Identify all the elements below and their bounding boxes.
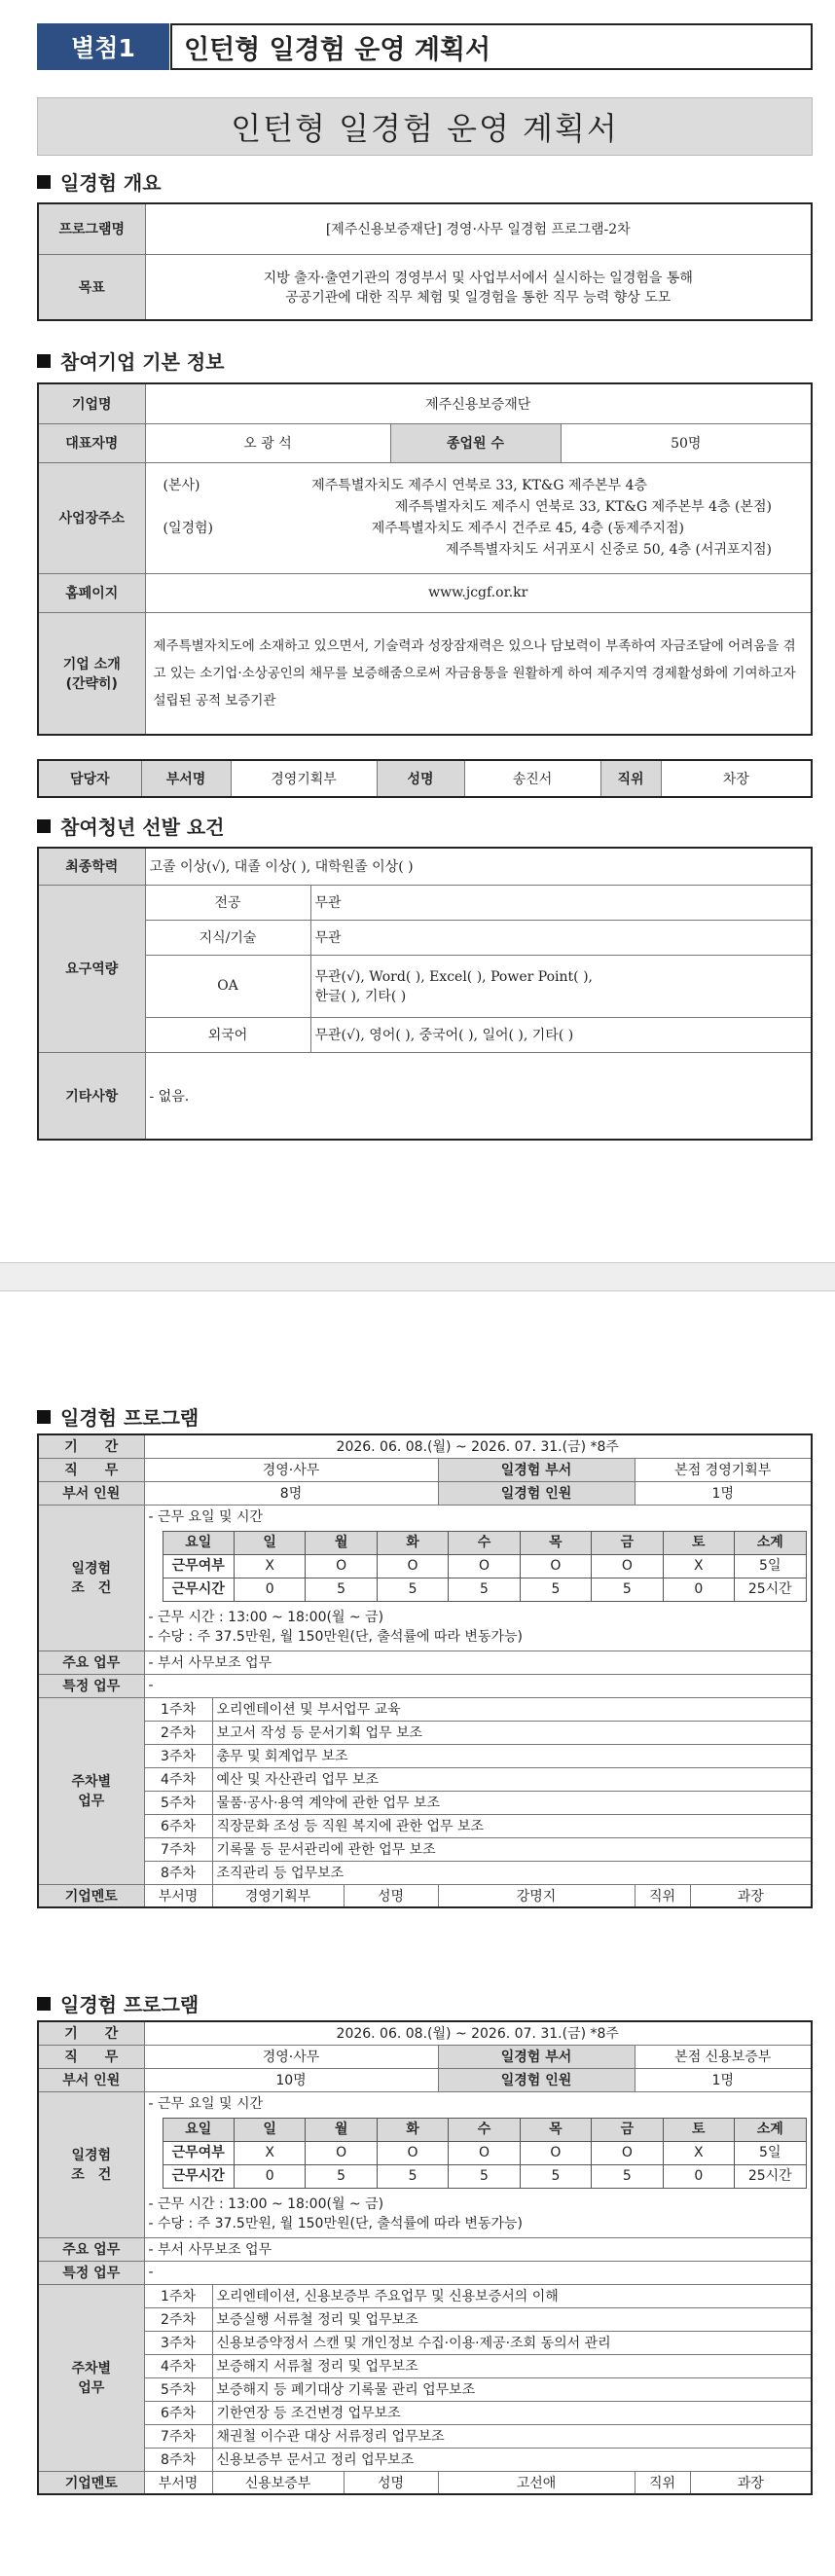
etc-label: 기타사항: [38, 1052, 145, 1140]
schedule-table: [163, 2118, 807, 2189]
schedule-cell: 25시간: [735, 1578, 807, 1601]
oa-line: 한글( ), 기타( ): [314, 989, 407, 1004]
week-number: 3주차: [144, 2331, 212, 2354]
mentor-name-label: 성명: [344, 2471, 438, 2494]
dept-value: 본점 신용보증부: [635, 2045, 812, 2068]
special-task-value: -: [144, 2261, 812, 2284]
section-heading-text: 참여기업 기본 정보: [60, 350, 225, 374]
mentor-position-value: 과장: [690, 2471, 812, 2494]
education-label: 최종학력: [38, 848, 145, 885]
contact-name-label: 성명: [377, 760, 464, 797]
week-task: 기록물 등 문서관리에 관한 업무 보조: [212, 1837, 812, 1861]
program-name-label: 프로그램명: [38, 203, 145, 254]
mentor-position-value: 과장: [690, 1884, 812, 1907]
mentor-name-label: 성명: [344, 1884, 438, 1907]
schedule-table: [163, 1531, 807, 1602]
week-number: 3주차: [144, 1744, 212, 1767]
schedule-header: 소계: [735, 2118, 807, 2141]
mentor-position-label: 직위: [635, 1884, 690, 1907]
week-number: 2주차: [144, 1721, 212, 1744]
count-label: 일경험 인원: [438, 1481, 635, 1505]
staff-value: 10명: [144, 2068, 438, 2091]
pay-note: - 수당 : 주 37.5만원, 월 150만원(단, 출석률에 따라 변동가능): [148, 1628, 523, 1645]
week-task: 보증해지 등 폐기대상 기록물 관리 업무보조: [212, 2377, 812, 2401]
week-number: 1주차: [144, 1697, 212, 1721]
section-heading-company: [37, 346, 225, 375]
week-task: 보고서 작성 등 문서기획 업무 보조: [212, 1721, 812, 1744]
schedule-header: 수: [449, 2118, 520, 2141]
schedule-cell: 5: [520, 1578, 591, 1601]
schedule-cell: 5일: [735, 2141, 807, 2164]
label-line: (간략히): [65, 675, 118, 692]
schedule-header: 일: [234, 2118, 305, 2141]
job-label: 직 무: [38, 1458, 144, 1481]
schedule-header: 금: [592, 1531, 663, 1554]
section-heading-text: 참여청년 선발 요건: [60, 816, 225, 839]
condition-label: [38, 1505, 144, 1651]
schedule-row-label: 근무여부: [163, 2141, 234, 2164]
program-table-1: [37, 1433, 813, 1908]
label-line: 조 건: [71, 1580, 112, 1596]
requirements-table: [37, 847, 813, 1141]
week-number: 5주차: [144, 1791, 212, 1814]
mentor-name-value: 강명지: [438, 1884, 635, 1907]
oa-label: OA: [145, 955, 310, 1017]
employee-count-value: 50명: [561, 423, 812, 462]
schedule-cell: 5: [449, 2164, 520, 2188]
schedule-header: 화: [377, 1531, 448, 1554]
program-table-2: [37, 2020, 813, 2495]
week-task: 신용보증약정서 스캔 및 개인정보 수집·이용·제공·조회 동의서 관리: [212, 2331, 812, 2354]
mentor-dept-value: 경영기획부: [212, 1884, 344, 1907]
schedule-cell: X: [234, 2141, 305, 2164]
week-task: 물품·공사·용역 계약에 관한 업무 보조: [212, 1791, 812, 1814]
section-heading-overview: [37, 167, 162, 196]
company-intro-value: 제주특별자치도에 소재하고 있으면서, 기술력과 성장잠재력은 있으나 담보력이 부족하여 자금조달에 어려움을 겪고 있는 소기업·소상공인의 채무를 보증해줌으로써 자금융통을 원활하게 하여 제주지역 경제활성화에 기여하고자 설립된 공적 보증기관: [145, 612, 812, 735]
schedule-header: 토: [663, 1531, 734, 1554]
schedule-cell: 5: [449, 1578, 520, 1601]
language-label: 외국어: [145, 1017, 310, 1052]
schedule-cell: 5: [592, 2164, 663, 2188]
main-task-value: - 부서 사무보조 업무: [144, 2237, 812, 2261]
contact-dept-label: 부서명: [141, 760, 231, 797]
weekly-label: [38, 2284, 144, 2471]
label-line: 일경험: [71, 1561, 112, 1577]
main-task-value: - 부서 사무보조 업무: [144, 1651, 812, 1674]
bullet-square-icon: [37, 1410, 51, 1424]
schedule-cell: 0: [663, 2164, 734, 2188]
schedule-cell: 0: [234, 1578, 305, 1601]
schedule-cell: 5: [306, 2164, 377, 2188]
dept-value: 본점 경영기획부: [635, 1458, 812, 1481]
contact-dept-value: 경영기획부: [231, 760, 377, 797]
goal-value: [145, 254, 812, 320]
job-label: 직 무: [38, 2045, 144, 2068]
contact-position-value: 차장: [661, 760, 812, 797]
mentor-dept-label: 부서명: [144, 2471, 212, 2494]
address-value: [145, 462, 812, 573]
label-line: 일경험: [71, 2148, 112, 2163]
schedule-header: 일: [234, 1531, 305, 1554]
week-task: 직장문화 조성 등 직원 복지에 관한 업무 보조: [212, 1814, 812, 1837]
page-break: [0, 1262, 835, 1291]
schedule-header: 화: [377, 2118, 448, 2141]
contact-label: 담당자: [38, 760, 141, 797]
schedule-cell: 5일: [735, 1554, 807, 1578]
schedule-cell: 5: [520, 2164, 591, 2188]
mentor-name-value: 고선애: [438, 2471, 635, 2494]
weekly-label: [38, 1697, 144, 1884]
week-number: 8주차: [144, 1861, 212, 1884]
bullet-square-icon: [37, 819, 51, 833]
address-line: 제주특별자치도 제주시 연북로 33, KT&G 제주본부 4층 (본점): [394, 499, 772, 515]
skill-label: 지식/기술: [145, 920, 310, 955]
schedule-cell: O: [306, 1554, 377, 1578]
condition-label: [38, 2091, 144, 2237]
homepage-value[interactable]: www.jcgf.or.kr: [145, 573, 812, 612]
mentor-dept-label: 부서명: [144, 1884, 212, 1907]
schedule-header: 토: [663, 2118, 734, 2141]
main-task-label: 주요 업무: [38, 1651, 144, 1674]
oa-line: 무관(√), Word( ), Excel( ), Power Point( ),: [314, 969, 594, 985]
schedule-cell: 25시간: [735, 2164, 807, 2188]
count-value: 1명: [635, 2068, 812, 2091]
major-value: 무관: [310, 885, 812, 920]
count-value: 1명: [635, 1481, 812, 1505]
week-number: 5주차: [144, 2377, 212, 2401]
competency-label: 요구역량: [38, 885, 145, 1052]
document-title: 인턴형 일경험 운영 계획서: [37, 97, 813, 156]
goal-line: 지방 출자·출연기관의 경영부서 및 사업부서에서 실시하는 일경험을 통해: [263, 270, 693, 286]
address-line: 제주특별자치도 제주시 연북로 33, KT&G 제주본부 4층: [311, 478, 647, 493]
dept-label: 일경험 부서: [438, 2045, 635, 2068]
schedule-cell: O: [449, 1554, 520, 1578]
bullet-square-icon: [37, 1997, 51, 2011]
schedule-cell: 5: [377, 1578, 448, 1601]
bullet-square-icon: [37, 175, 51, 189]
condition-value: [144, 2091, 812, 2237]
contact-position-label: 직위: [600, 760, 661, 797]
schedule-cell: X: [663, 1554, 734, 1578]
schedule-cell: O: [377, 1554, 448, 1578]
schedule-header: 목: [520, 2118, 591, 2141]
week-number: 7주차: [144, 2424, 212, 2448]
dept-label: 일경험 부서: [438, 1458, 635, 1481]
schedule-header: 요일: [163, 1531, 234, 1554]
address-line: 제주특별자치도 서귀포시 신중로 50, 4층 (서귀포지점): [446, 542, 772, 558]
week-number: 1주차: [144, 2284, 212, 2307]
mentor-label: 기업멘토: [38, 2471, 144, 2494]
week-task: 오리엔테이션, 신용보증부 주요업무 및 신용보증서의 이해: [212, 2284, 812, 2307]
week-number: 2주차: [144, 2307, 212, 2331]
goal-label: 목표: [38, 254, 145, 320]
week-number: 6주차: [144, 1814, 212, 1837]
mentor-dept-value: 신용보증부: [212, 2471, 344, 2494]
schedule-cell: 5: [592, 1578, 663, 1601]
schedule-cell: O: [306, 2141, 377, 2164]
week-task: 채권철 이수관 대상 서류정리 업무보조: [212, 2424, 812, 2448]
language-value: 무관(√), 영어( ), 중국어( ), 일어( ), 기타( ): [310, 1017, 812, 1052]
skill-value: 무관: [310, 920, 812, 955]
schedule-cell: O: [449, 2141, 520, 2164]
label-line: 기업 소개: [62, 656, 121, 672]
representative-value: 오 광 석: [145, 423, 390, 462]
time-note: - 근무 시간 : 13:00 ~ 18:00(월 ~ 금): [148, 1609, 384, 1625]
special-task-value: -: [144, 1674, 812, 1697]
schedule-cell: 5: [306, 1578, 377, 1601]
schedule-cell: O: [592, 1554, 663, 1578]
address-line: 제주특별자치도 제주시 건주로 45, 4층 (동제주지점): [371, 521, 684, 536]
staff-label: 부서 인원: [38, 1481, 144, 1505]
contact-name-value: 송진서: [464, 760, 600, 797]
overview-table: [37, 202, 813, 321]
section-heading-text: 일경험 프로그램: [60, 1406, 200, 1430]
section-heading-program-1: [37, 1402, 199, 1431]
count-label: 일경험 인원: [438, 2068, 635, 2091]
condition-title: - 근무 요일 및 시간: [148, 2095, 264, 2112]
schedule-header: 목: [520, 1531, 591, 1554]
schedule-header: 소계: [735, 1531, 807, 1554]
job-value: 경영·사무: [144, 2045, 438, 2068]
section-heading-text: 일경험 개요: [60, 171, 162, 195]
header-title: 인턴형 일경험 운영 계획서: [170, 23, 813, 70]
week-task: 신용보증부 문서고 정리 업무보조: [212, 2448, 812, 2471]
label-line: 주차별: [71, 1774, 112, 1790]
period-value: 2026. 06. 08.(월) ~ 2026. 07. 31.(금) *8주: [144, 2021, 812, 2045]
week-task: 예산 및 자산관리 업무 보조: [212, 1767, 812, 1791]
staff-label: 부서 인원: [38, 2068, 144, 2091]
schedule-header: 월: [306, 1531, 377, 1554]
contact-table: [37, 759, 813, 798]
schedule-row-label: 근무시간: [163, 1578, 234, 1601]
education-value: 고졸 이상(√), 대졸 이상( ), 대학원졸 이상( ): [145, 848, 812, 885]
company-table: [37, 382, 813, 736]
etc-value: - 없음.: [145, 1052, 812, 1140]
special-task-label: 특정 업무: [38, 2261, 144, 2284]
oa-value: [310, 955, 812, 1017]
section-heading-text: 일경험 프로그램: [60, 1993, 200, 2016]
program-name-value: [제주신용보증재단] 경영·사무 일경험 프로그램-2차: [145, 203, 812, 254]
schedule-cell: O: [592, 2141, 663, 2164]
schedule-cell: 5: [377, 2164, 448, 2188]
schedule-header: 수: [449, 1531, 520, 1554]
goal-line: 공공기관에 대한 직무 체험 및 일경험을 통한 직무 능력 향상 도모: [285, 289, 672, 306]
schedule-header: 금: [592, 2118, 663, 2141]
staff-value: 8명: [144, 1481, 438, 1505]
bullet-square-icon: [37, 354, 51, 368]
job-value: 경영·사무: [144, 1458, 438, 1481]
label-line: 업무: [78, 2380, 105, 2396]
schedule-cell: O: [520, 2141, 591, 2164]
address-label: 사업장주소: [38, 462, 145, 573]
week-task: 조직관리 등 업무보조: [212, 1861, 812, 1884]
schedule-cell: X: [663, 2141, 734, 2164]
address-tag: (본사): [163, 478, 200, 493]
week-task: 보증실행 서류철 정리 및 업무보조: [212, 2307, 812, 2331]
label-line: 주차별: [71, 2361, 112, 2376]
week-number: 8주차: [144, 2448, 212, 2471]
week-number: 6주차: [144, 2401, 212, 2424]
schedule-cell: 0: [234, 2164, 305, 2188]
special-task-label: 특정 업무: [38, 1674, 144, 1697]
schedule-header: 요일: [163, 2118, 234, 2141]
period-value: 2026. 06. 08.(월) ~ 2026. 07. 31.(금) *8주: [144, 1434, 812, 1458]
schedule-row-label: 근무시간: [163, 2164, 234, 2188]
condition-title: - 근무 요일 및 시간: [148, 1508, 264, 1525]
representative-label: 대표자명: [38, 423, 145, 462]
company-intro-label: [38, 612, 145, 735]
week-task: 오리엔테이션 및 부서업무 교육: [212, 1697, 812, 1721]
week-task: 기한연장 등 조건변경 업무보조: [212, 2401, 812, 2424]
label-line: 업무: [78, 1794, 105, 1809]
company-name-label: 기업명: [38, 383, 145, 423]
schedule-row-label: 근무여부: [163, 1554, 234, 1578]
pay-note: - 수당 : 주 37.5만원, 월 150만원(단, 출석률에 따라 변동가능): [148, 2215, 523, 2231]
schedule-cell: O: [520, 1554, 591, 1578]
schedule-cell: X: [234, 1554, 305, 1578]
week-task: 보증해지 서류철 정리 및 업무보조: [212, 2354, 812, 2377]
week-task: 총무 및 회계업무 보조: [212, 1744, 812, 1767]
address-tag: (일경험): [163, 521, 213, 536]
section-heading-requirements: [37, 812, 225, 840]
schedule-cell: O: [377, 2141, 448, 2164]
employee-count-label: 종업원 수: [390, 423, 561, 462]
company-name-value: 제주신용보증재단: [145, 383, 812, 423]
condition-value: [144, 1505, 812, 1651]
label-line: 조 건: [71, 2167, 112, 2183]
homepage-label: 홈페이지: [38, 573, 145, 612]
major-label: 전공: [145, 885, 310, 920]
week-number: 4주차: [144, 1767, 212, 1791]
section-heading-program-2: [37, 1989, 199, 2017]
week-number: 7주차: [144, 1837, 212, 1861]
week-number: 4주차: [144, 2354, 212, 2377]
schedule-cell: 0: [663, 1578, 734, 1601]
period-label: 기 간: [38, 2021, 144, 2045]
time-note: - 근무 시간 : 13:00 ~ 18:00(월 ~ 금): [148, 2195, 384, 2212]
period-label: 기 간: [38, 1434, 144, 1458]
schedule-header: 월: [306, 2118, 377, 2141]
mentor-position-label: 직위: [635, 2471, 690, 2494]
main-task-label: 주요 업무: [38, 2237, 144, 2261]
attachment-tag: 별첨1: [37, 23, 169, 70]
mentor-label: 기업멘토: [38, 1884, 144, 1907]
